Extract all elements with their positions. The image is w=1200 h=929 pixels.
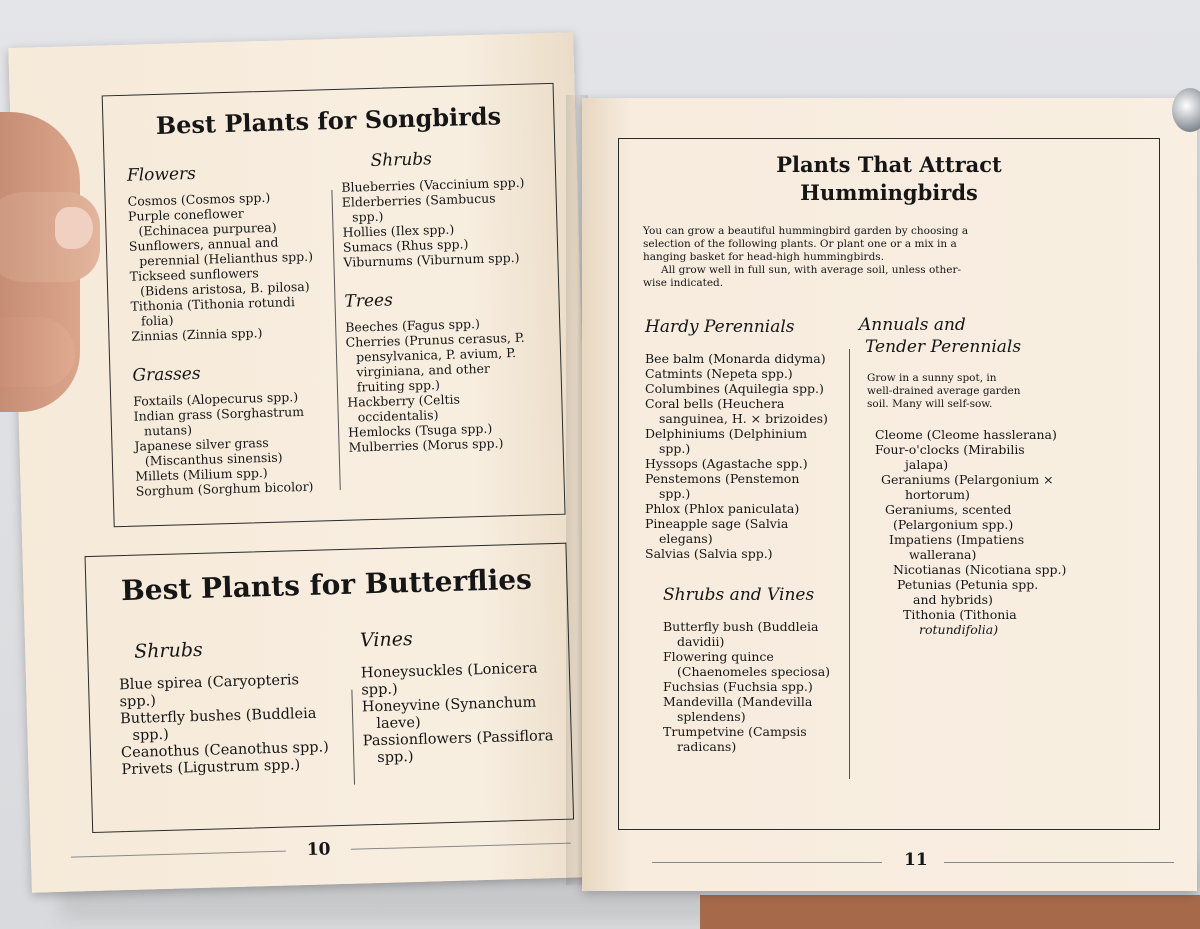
butterfly-shrubs-list (119, 671, 342, 779)
list-item: Honeyvine (Synanchum (361, 694, 537, 716)
list-item: Viburnums (Viburnum spp.) (343, 249, 520, 270)
songbirds-left-col (127, 160, 336, 498)
butterfly-shrubs-heading: Shrubs (133, 638, 203, 663)
list-item: Butterfly bush (Buddleia (663, 619, 819, 634)
list-item: Phlox (Phlox paniculata) (645, 501, 800, 516)
list-item: Delphiniums (Delphinium (645, 426, 808, 441)
list-item: splendens) (677, 709, 746, 724)
hardy-list (645, 351, 845, 561)
annuals-heading-line-1: Annuals and (859, 315, 966, 335)
shrubs-vines-heading: Shrubs and Vines (663, 585, 815, 605)
footer-rule-left (652, 862, 882, 863)
list-item: Geraniums, scented (885, 502, 1012, 517)
list-item: Mulberries (Morus spp.) (348, 435, 504, 455)
list-item: Foxtails (Alopecurus spp.) (133, 389, 299, 409)
list-item: Passionflowers (Passiflora (362, 728, 554, 750)
vines-list (361, 660, 564, 768)
list-item: spp.) (351, 208, 384, 225)
songbirds-title: Best Plants for Songbirds (155, 101, 502, 140)
right-page (582, 98, 1197, 891)
flowers-heading: Flowers (126, 163, 197, 186)
list-item: laeve) (376, 714, 421, 733)
butterflies-box (85, 543, 575, 833)
hummingbird-divider (849, 349, 850, 779)
list-item: occidentalis) (357, 407, 439, 425)
grasses-heading: Grasses (132, 363, 201, 386)
list-item: jalapa) (905, 457, 949, 472)
table-edge (700, 895, 1200, 929)
hand-finger (0, 317, 75, 387)
list-item: Millets (Milium spp.) (135, 464, 268, 484)
list-item: spp.) (377, 749, 414, 767)
flowers-list (127, 188, 331, 344)
list-item: sanguinea, H. × brizoides) (659, 411, 828, 426)
list-item: (Pelargonium spp.) (893, 517, 1014, 532)
footer-rule-right (351, 843, 571, 850)
list-item: Pineapple sage (Salvia (645, 516, 789, 531)
list-item: spp.) (659, 441, 691, 456)
list-item: Nicotianas (Nicotiana spp.) (893, 562, 1067, 577)
list-item: Sorghum (Sorghum bicolor) (135, 478, 314, 499)
butterflies-divider (351, 690, 355, 785)
list-item: Geraniums (Pelargonium × (881, 472, 1054, 487)
thumb-nail (55, 207, 93, 249)
list-item: nutans) (143, 422, 193, 439)
list-item: spp.) (659, 486, 691, 501)
list-item: Columbines (Aquilegia spp.) (645, 381, 824, 396)
list-item: Petunias (Petunia spp. (897, 577, 1039, 592)
list-item: Hyssops (Agastache spp.) (645, 456, 808, 471)
list-item: Penstemons (Penstemon (645, 471, 800, 486)
butterflies-title: Best Plants for Butterflies (120, 562, 533, 608)
butterflies-right-col (360, 624, 564, 768)
list-item: spp.) (132, 726, 170, 744)
title-line-2: Hummingbirds (800, 180, 978, 205)
list-item: Salvias (Salvia spp.) (645, 546, 773, 561)
list-item: virginiana, and other (356, 360, 491, 380)
butterflies-left-col (118, 635, 342, 779)
list-item: (Echinacea purpurea) (138, 219, 277, 239)
annuals-note (867, 372, 1089, 411)
list-item: Blueberries (Vaccinium spp.) (341, 174, 525, 195)
songbirds-right-col (340, 146, 553, 455)
hummingbirds-title (619, 151, 1159, 207)
list-item: Fuchsias (Fuchsia spp.) (663, 679, 813, 694)
list-item: Coral bells (Heuchera (645, 396, 785, 411)
list-item: Zinnias (Zinnia spp.) (131, 325, 263, 344)
grasses-list (133, 388, 336, 499)
list-item: Elderberries (Sambucus (341, 190, 496, 210)
list-item: Ceanothus (Ceanothus spp.) (120, 739, 330, 762)
annuals-heading (859, 314, 1089, 358)
list-item: Cherries (Prunus cerasus, P. (345, 329, 525, 350)
list-item: Mandevilla (Mandevilla (663, 694, 813, 709)
list-item: (Chaenomeles speciosa) (677, 664, 831, 679)
list-item: (Miscanthus sinensis) (144, 449, 283, 469)
title-line-1: Plants That Attract (776, 152, 1002, 177)
hummingbirds-box (618, 138, 1160, 830)
list-item: and hybrids) (913, 592, 993, 607)
hand (0, 112, 140, 412)
list-item: perennial (Helianthus spp.) (139, 248, 314, 269)
shrubs-list (341, 174, 548, 270)
list-item: Hollies (Ilex spp.) (342, 221, 455, 240)
list-item: rotundifolia) (919, 622, 999, 637)
intro-line: You can grow a beautiful hummingbird garden by choosing a (643, 225, 969, 237)
trees-heading: Trees (344, 290, 394, 312)
list-item: elegans) (659, 531, 713, 546)
list-item: Trumpetvine (Campsis (663, 724, 807, 739)
intro-line: wise indicated. (643, 277, 724, 289)
list-item: Sunflowers, annual and (128, 234, 279, 254)
list-item: Four-o'clocks (Mirabilis (875, 442, 1025, 457)
hardy-col (645, 317, 845, 754)
list-item: fruiting spp.) (356, 377, 441, 395)
hardy-heading: Hardy Perennials (645, 317, 795, 337)
list-item: Tithonia (Tithonia rotundi (130, 294, 296, 314)
shrubs-heading: Shrubs (370, 149, 433, 171)
list-item: Hemlocks (Tsuga spp.) (347, 420, 493, 440)
vines-heading: Vines (359, 627, 413, 652)
list-item: wallerana) (909, 547, 977, 562)
list-item: folia) (140, 312, 174, 329)
list-item: Purple coneflower (127, 205, 244, 224)
note-line: well-drained average garden (867, 385, 1021, 397)
trees-list (345, 314, 554, 455)
songbirds-box (102, 83, 566, 527)
list-item: Butterfly bushes (Buddleia (119, 705, 317, 728)
list-item: Tithonia (Tithonia (903, 607, 1017, 622)
footer-rule-right (944, 862, 1174, 863)
list-item: Tickseed sunflowers (129, 265, 259, 284)
list-item: Japanese silver grass (134, 434, 269, 454)
list-item: (Bidens aristosa, B. pilosa) (139, 278, 310, 299)
list-item: Flowering quince (663, 649, 774, 664)
list-item: Sumacs (Rhus spp.) (342, 236, 469, 255)
list-item: Beeches (Fagus spp.) (345, 315, 481, 335)
list-item: pensylvanica, P. avium, P. (355, 345, 517, 365)
list-item: Blue spirea (Caryopteris spp.) (118, 672, 300, 711)
page-number-left: 10 (306, 839, 331, 861)
metal-clip (1172, 88, 1200, 132)
intro-line: All grow well in full sun, with average soil, unless other- (661, 264, 962, 276)
list-item: Impatiens (Impatiens (889, 532, 1025, 547)
note-line: Grow in a sunny spot, in (867, 372, 997, 384)
list-item: Bee balm (Monarda didyma) (645, 351, 826, 366)
list-item: Cosmos (Cosmos spp.) (127, 189, 271, 209)
list-item: davidii) (677, 634, 725, 649)
intro-paragraph (643, 225, 1013, 290)
list-item: Honeysuckles (Lonicera spp.) (360, 660, 538, 699)
list-item: Indian grass (Sorghastrum (133, 403, 305, 424)
list-item: Catmints (Nepeta spp.) (645, 366, 793, 381)
list-item: Privets (Ligustrum spp.) (121, 757, 301, 779)
annuals-list (875, 427, 1089, 637)
footer-rule-left (71, 851, 286, 858)
intro-line: selection of the following plants. Or plant one or a mix in a (643, 238, 957, 250)
intro-line: hanging basket for head-high hummingbirds. (643, 251, 885, 263)
list-item: hortorum) (905, 487, 970, 502)
annuals-col (859, 314, 1089, 637)
shrubs-vines-list (663, 619, 845, 754)
page-number-right: 11 (904, 850, 928, 870)
list-item: radicans) (677, 739, 737, 754)
annuals-heading-line-2: Tender Perennials (865, 337, 1022, 357)
list-item: Cleome (Cleome hasslerana) (875, 427, 1057, 442)
note-line: soil. Many will self-sow. (867, 398, 993, 410)
list-item: Hackberry (Celtis (347, 391, 461, 410)
